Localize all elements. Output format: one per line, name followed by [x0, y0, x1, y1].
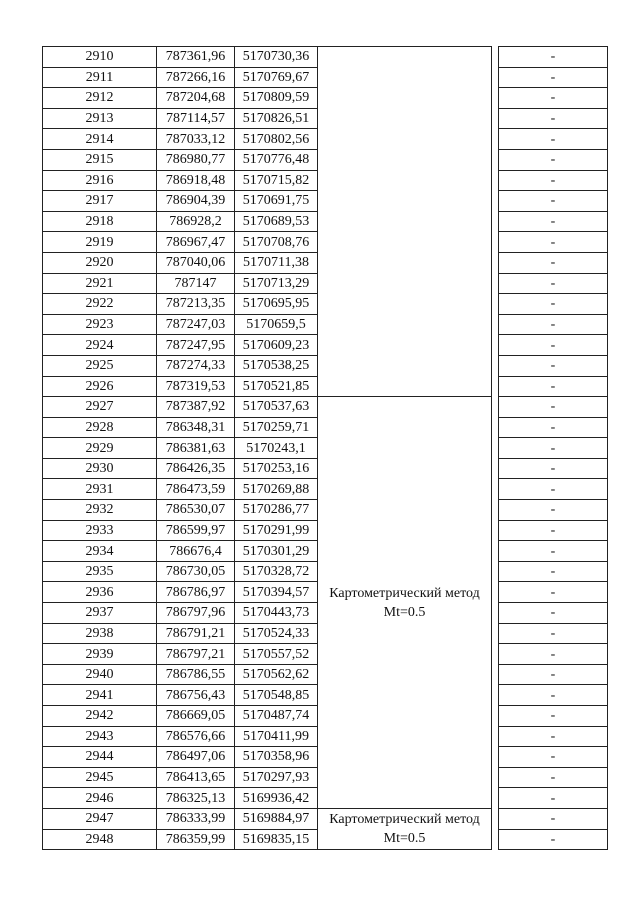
empty-gap-cell: [492, 582, 499, 603]
empty-gap-cell: [492, 252, 499, 273]
note-cell: -: [499, 170, 608, 191]
y-coordinate-cell: 5170730,36: [235, 47, 318, 68]
y-coordinate-cell: 5169835,15: [235, 829, 318, 850]
y-coordinate-cell: 5170358,96: [235, 747, 318, 768]
y-coordinate-cell: 5170809,59: [235, 88, 318, 109]
empty-gap-cell: [492, 726, 499, 747]
note-cell: -: [499, 541, 608, 562]
point-number-cell: 2935: [43, 561, 157, 582]
x-coordinate-cell: 787114,57: [157, 108, 235, 129]
x-coordinate-cell: 786904,39: [157, 191, 235, 212]
coordinates-table-body: [43, 47, 608, 850]
point-number-cell: 2915: [43, 149, 157, 170]
x-coordinate-cell: 786797,96: [157, 603, 235, 624]
note-cell: -: [499, 664, 608, 685]
point-number-cell: 2913: [43, 108, 157, 129]
point-number-cell: 2928: [43, 417, 157, 438]
y-coordinate-cell: 5170689,53: [235, 211, 318, 232]
x-coordinate-cell: 786669,05: [157, 706, 235, 727]
empty-gap-cell: [492, 767, 499, 788]
note-cell: -: [499, 252, 608, 273]
x-coordinate-cell: 787147: [157, 273, 235, 294]
x-coordinate-cell: 786576,66: [157, 726, 235, 747]
note-cell: -: [499, 520, 608, 541]
point-number-cell: 2910: [43, 47, 157, 68]
point-number-cell: 2934: [43, 541, 157, 562]
point-number-cell: 2931: [43, 479, 157, 500]
point-number-cell: 2944: [43, 747, 157, 768]
note-cell: -: [499, 479, 608, 500]
y-coordinate-cell: 5170259,71: [235, 417, 318, 438]
y-coordinate-cell: 5170826,51: [235, 108, 318, 129]
x-coordinate-cell: 786359,99: [157, 829, 235, 850]
note-cell: -: [499, 644, 608, 665]
point-number-cell: 2917: [43, 191, 157, 212]
empty-gap-cell: [492, 108, 499, 129]
point-number-cell: 2924: [43, 335, 157, 356]
y-coordinate-cell: 5170562,62: [235, 664, 318, 685]
x-coordinate-cell: 787040,06: [157, 252, 235, 273]
y-coordinate-cell: 5170301,29: [235, 541, 318, 562]
x-coordinate-cell: 786918,48: [157, 170, 235, 191]
point-number-cell: 2926: [43, 376, 157, 397]
empty-gap-cell: [492, 314, 499, 335]
point-number-cell: 2945: [43, 767, 157, 788]
point-number-cell: 2936: [43, 582, 157, 603]
x-coordinate-cell: 787274,33: [157, 355, 235, 376]
note-cell: -: [499, 623, 608, 644]
note-cell: -: [499, 376, 608, 397]
y-coordinate-cell: 5170715,82: [235, 170, 318, 191]
x-coordinate-cell: 786413,65: [157, 767, 235, 788]
empty-gap-cell: [492, 273, 499, 294]
y-coordinate-cell: 5170286,77: [235, 500, 318, 521]
y-coordinate-cell: 5170713,29: [235, 273, 318, 294]
x-coordinate-cell: 787361,96: [157, 47, 235, 68]
empty-gap-cell: [492, 232, 499, 253]
x-coordinate-cell: 786676,4: [157, 541, 235, 562]
point-number-cell: 2946: [43, 788, 157, 809]
y-coordinate-cell: 5170537,63: [235, 397, 318, 418]
point-number-cell: 2925: [43, 355, 157, 376]
empty-gap-cell: [492, 644, 499, 665]
note-cell: -: [499, 129, 608, 150]
method-cell: [318, 397, 492, 809]
point-number-cell: 2922: [43, 294, 157, 315]
note-cell: -: [499, 808, 608, 829]
x-coordinate-cell: 787387,92: [157, 397, 235, 418]
x-coordinate-cell: 786473,59: [157, 479, 235, 500]
y-coordinate-cell: 5170394,57: [235, 582, 318, 603]
x-coordinate-cell: 786786,55: [157, 664, 235, 685]
point-number-cell: 2941: [43, 685, 157, 706]
y-coordinate-cell: 5170695,95: [235, 294, 318, 315]
empty-gap-cell: [492, 376, 499, 397]
note-cell: -: [499, 706, 608, 727]
point-number-cell: 2943: [43, 726, 157, 747]
point-number-cell: 2927: [43, 397, 157, 418]
note-cell: -: [499, 726, 608, 747]
y-coordinate-cell: 5170691,75: [235, 191, 318, 212]
empty-gap-cell: [492, 561, 499, 582]
point-number-cell: 2937: [43, 603, 157, 624]
y-coordinate-cell: 5170411,99: [235, 726, 318, 747]
empty-gap-cell: [492, 129, 499, 150]
empty-gap-cell: [492, 191, 499, 212]
point-number-cell: 2948: [43, 829, 157, 850]
point-number-cell: 2912: [43, 88, 157, 109]
point-number-cell: 2916: [43, 170, 157, 191]
y-coordinate-cell: 5170328,72: [235, 561, 318, 582]
note-cell: -: [499, 561, 608, 582]
note-cell: -: [499, 829, 608, 850]
note-cell: -: [499, 767, 608, 788]
x-coordinate-cell: 787319,53: [157, 376, 235, 397]
empty-gap-cell: [492, 685, 499, 706]
note-cell: -: [499, 294, 608, 315]
empty-gap-cell: [492, 747, 499, 768]
point-number-cell: 2938: [43, 623, 157, 644]
point-number-cell: 2921: [43, 273, 157, 294]
y-coordinate-cell: 5170524,33: [235, 623, 318, 644]
note-cell: -: [499, 500, 608, 521]
empty-gap-cell: [492, 500, 499, 521]
x-coordinate-cell: 786791,21: [157, 623, 235, 644]
x-coordinate-cell: 786325,13: [157, 788, 235, 809]
note-cell: -: [499, 273, 608, 294]
y-coordinate-cell: 5170253,16: [235, 458, 318, 479]
y-coordinate-cell: 5170557,52: [235, 644, 318, 665]
x-coordinate-cell: 786928,2: [157, 211, 235, 232]
y-coordinate-cell: 5170291,99: [235, 520, 318, 541]
x-coordinate-cell: 786980,77: [157, 149, 235, 170]
empty-gap-cell: [492, 603, 499, 624]
note-cell: -: [499, 417, 608, 438]
point-number-cell: 2920: [43, 252, 157, 273]
empty-gap-cell: [492, 67, 499, 88]
empty-gap-cell: [492, 417, 499, 438]
point-number-cell: 2911: [43, 67, 157, 88]
empty-gap-cell: [492, 808, 499, 829]
point-number-cell: 2923: [43, 314, 157, 335]
empty-gap-cell: [492, 335, 499, 356]
x-coordinate-cell: 786497,06: [157, 747, 235, 768]
point-number-cell: 2914: [43, 129, 157, 150]
empty-gap-cell: [492, 479, 499, 500]
empty-gap-cell: [492, 397, 499, 418]
empty-gap-cell: [492, 88, 499, 109]
y-coordinate-cell: 5169884,97: [235, 808, 318, 829]
method-cell: [318, 808, 492, 849]
y-coordinate-cell: 5170711,38: [235, 252, 318, 273]
note-cell: -: [499, 603, 608, 624]
note-cell: -: [499, 232, 608, 253]
y-coordinate-cell: 5170548,85: [235, 685, 318, 706]
x-coordinate-cell: 786786,97: [157, 582, 235, 603]
note-cell: -: [499, 47, 608, 68]
empty-gap-cell: [492, 664, 499, 685]
empty-gap-cell: [492, 438, 499, 459]
x-coordinate-cell: 786599,97: [157, 520, 235, 541]
x-coordinate-cell: 787033,12: [157, 129, 235, 150]
empty-gap-cell: [492, 788, 499, 809]
x-coordinate-cell: 786756,43: [157, 685, 235, 706]
empty-gap-cell: [492, 211, 499, 232]
method-cell: [318, 47, 492, 397]
empty-gap-cell: [492, 541, 499, 562]
x-coordinate-cell: 787204,68: [157, 88, 235, 109]
method-name: Картометрический метод: [329, 585, 480, 601]
empty-gap-cell: [492, 706, 499, 727]
x-coordinate-cell: 786967,47: [157, 232, 235, 253]
empty-gap-cell: [492, 623, 499, 644]
y-coordinate-cell: 5170538,25: [235, 355, 318, 376]
point-number-cell: 2930: [43, 458, 157, 479]
y-coordinate-cell: 5170776,48: [235, 149, 318, 170]
point-number-cell: 2932: [43, 500, 157, 521]
empty-gap-cell: [492, 520, 499, 541]
empty-gap-cell: [492, 829, 499, 850]
empty-gap-cell: [492, 170, 499, 191]
table-row: [43, 808, 608, 829]
y-coordinate-cell: 5170708,76: [235, 232, 318, 253]
note-cell: -: [499, 788, 608, 809]
point-number-cell: 2929: [43, 438, 157, 459]
x-coordinate-cell: 786730,05: [157, 561, 235, 582]
note-cell: -: [499, 314, 608, 335]
method-accuracy: Mt=0.5: [383, 831, 426, 847]
y-coordinate-cell: 5170243,1: [235, 438, 318, 459]
note-cell: -: [499, 335, 608, 356]
y-coordinate-cell: 5169936,42: [235, 788, 318, 809]
x-coordinate-cell: 786797,21: [157, 644, 235, 665]
point-number-cell: 2919: [43, 232, 157, 253]
note-cell: -: [499, 685, 608, 706]
point-number-cell: 2942: [43, 706, 157, 727]
y-coordinate-cell: 5170802,56: [235, 129, 318, 150]
x-coordinate-cell: 786333,99: [157, 808, 235, 829]
point-number-cell: 2947: [43, 808, 157, 829]
y-coordinate-cell: 5170487,74: [235, 706, 318, 727]
empty-gap-cell: [492, 458, 499, 479]
y-coordinate-cell: 5170297,93: [235, 767, 318, 788]
note-cell: -: [499, 747, 608, 768]
x-coordinate-cell: 787213,35: [157, 294, 235, 315]
x-coordinate-cell: 786348,31: [157, 417, 235, 438]
y-coordinate-cell: 5170521,85: [235, 376, 318, 397]
point-number-cell: 2918: [43, 211, 157, 232]
table-row: [43, 397, 608, 418]
note-cell: -: [499, 211, 608, 232]
y-coordinate-cell: 5170659,5: [235, 314, 318, 335]
note-cell: -: [499, 191, 608, 212]
x-coordinate-cell: 786381,63: [157, 438, 235, 459]
table-row: [43, 47, 608, 68]
point-number-cell: 2940: [43, 664, 157, 685]
note-cell: -: [499, 582, 608, 603]
note-cell: -: [499, 438, 608, 459]
point-number-cell: 2939: [43, 644, 157, 665]
note-cell: -: [499, 108, 608, 129]
note-cell: -: [499, 67, 608, 88]
empty-gap-cell: [492, 355, 499, 376]
x-coordinate-cell: 787247,03: [157, 314, 235, 335]
empty-gap-cell: [492, 294, 499, 315]
method-name: Картометрический метод: [329, 812, 480, 828]
note-cell: -: [499, 88, 608, 109]
x-coordinate-cell: 787247,95: [157, 335, 235, 356]
x-coordinate-cell: 786426,35: [157, 458, 235, 479]
point-number-cell: 2933: [43, 520, 157, 541]
y-coordinate-cell: 5170269,88: [235, 479, 318, 500]
note-cell: -: [499, 458, 608, 479]
note-cell: -: [499, 149, 608, 170]
x-coordinate-cell: 787266,16: [157, 67, 235, 88]
y-coordinate-cell: 5170769,67: [235, 67, 318, 88]
note-cell: -: [499, 355, 608, 376]
x-coordinate-cell: 786530,07: [157, 500, 235, 521]
method-accuracy: Mt=0.5: [383, 604, 426, 620]
y-coordinate-cell: 5170609,23: [235, 335, 318, 356]
empty-gap-cell: [492, 149, 499, 170]
note-cell: -: [499, 397, 608, 418]
coordinates-table: [42, 46, 608, 850]
empty-gap-cell: [492, 47, 499, 68]
y-coordinate-cell: 5170443,73: [235, 603, 318, 624]
